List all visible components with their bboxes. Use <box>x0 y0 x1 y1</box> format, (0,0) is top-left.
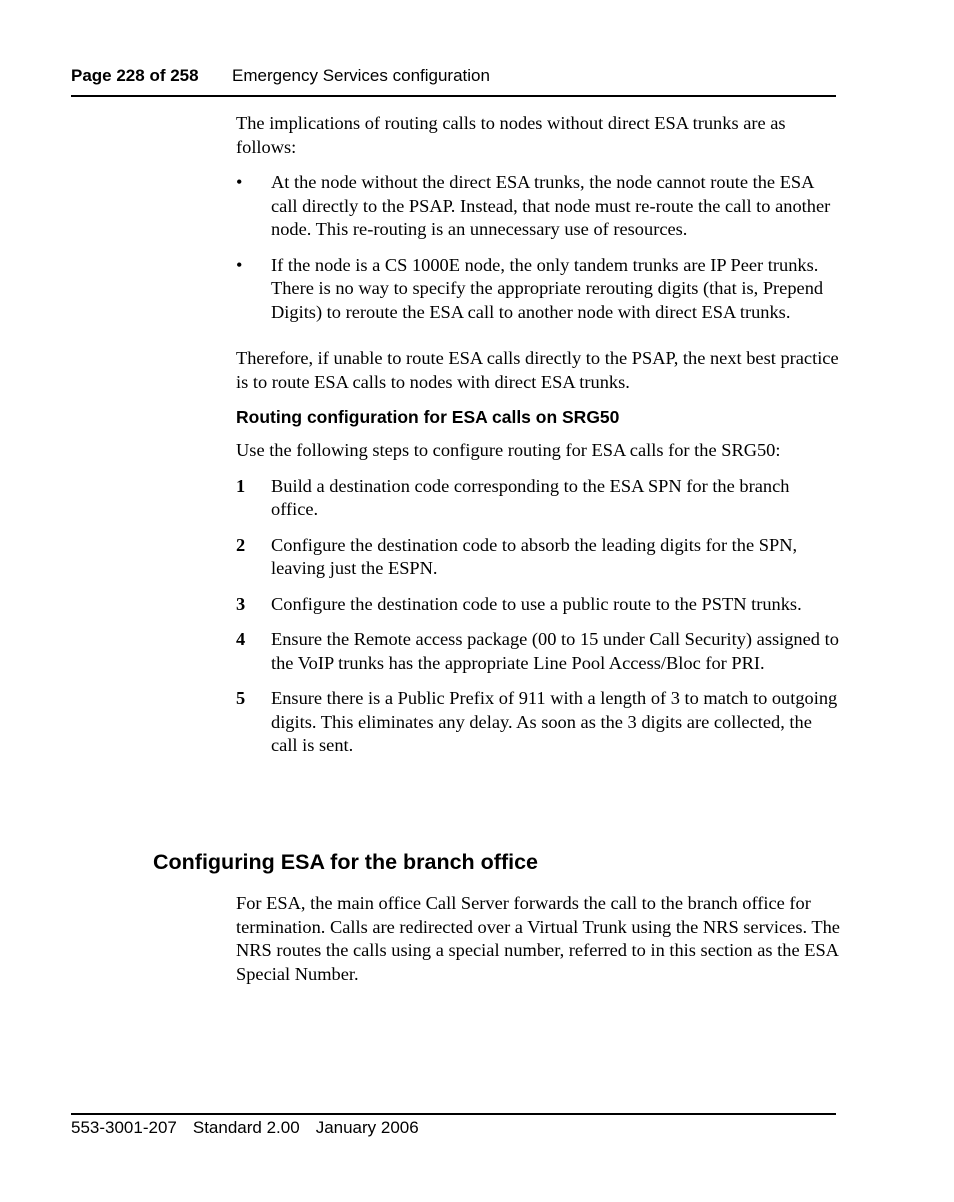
intro-paragraph: The implications of routing calls to nodes without direct ESA trunks are as follows: <box>236 113 786 157</box>
bullet-marker: • <box>236 254 243 275</box>
document-date: January 2006 <box>315 1118 419 1137</box>
step-text: Configure the destination code to use a public route to the PSTN trunks. <box>271 593 802 614</box>
main-content <box>236 112 841 770</box>
conclusion-paragraph: Therefore, if unable to route ESA calls directly to the PSAP, the next best practice is to route ESA calls to nodes with direct ESA trunks. <box>236 348 839 392</box>
bullet-text: If the node is a CS 1000E node, the only tandem trunks are IP Peer trunks. There is no way to specify the appropriate rerouting digits (that is, Prepend Digits) to reroute the ESA call to another node with direct ESA trunks. <box>271 254 824 322</box>
chapter-title: Emergency Services configuration <box>232 66 490 85</box>
header-rule <box>71 95 836 97</box>
list-item <box>236 628 841 675</box>
page-footer <box>71 1118 836 1138</box>
list-item <box>236 171 841 242</box>
document-number: 553-3001-207 <box>71 1118 177 1137</box>
implications-list <box>236 171 841 324</box>
list-item <box>236 534 841 581</box>
step-text: Ensure there is a Public Prefix of 911 with a length of 3 to match to outgoing digits. This eliminates any delay. As soon as the 3 digits are collected, the call is sent. <box>271 688 838 755</box>
step-number: 2 <box>236 534 246 555</box>
footer-rule <box>71 1113 836 1115</box>
step-text: Build a destination code corresponding to the ESA SPN for the branch office. <box>271 475 790 519</box>
bullet-marker: • <box>236 172 243 192</box>
step-text: Ensure the Remote access package (00 to 15 under Call Security) assigned to the VoIP trunks has the appropriate Line Pool Access/Bloc for PRI. <box>271 629 839 673</box>
srg50-heading: Routing configuration for ESA calls on SRG50 <box>236 407 620 427</box>
list-item <box>236 254 841 325</box>
step-number: 5 <box>236 688 246 708</box>
list-item <box>236 687 841 758</box>
step-number: 4 <box>236 629 246 649</box>
list-item <box>236 475 841 522</box>
steps-list <box>236 475 841 758</box>
branch-section-content <box>236 892 841 998</box>
page-header <box>71 66 836 86</box>
branch-paragraph: For ESA, the main office Call Server forwards the call to the branch office for termination. Calls are redirected over a Virtual Trunk using the NRS services. The NRS routes the calls using a special number, referred to in this section as the ESA Special Number. <box>236 893 840 984</box>
branch-section-heading: Configuring ESA for the branch office <box>153 850 539 874</box>
bullet-text: At the node without the direct ESA trunks, the node cannot route the ESA call directly to the PSAP. Instead, that node must re-route the call to another node. This re-routing is an unnecessary use of resources. <box>271 172 831 239</box>
srg50-lead: Use the following steps to configure routing for ESA calls for the SRG50: <box>236 440 781 460</box>
step-text: Configure the destination code to absorb the leading digits for the SPN, leaving just the ESPN. <box>271 534 798 578</box>
page-number: Page 228 of 258 <box>71 66 199 85</box>
step-number: 1 <box>236 475 246 496</box>
document-standard: Standard 2.00 <box>192 1118 300 1137</box>
list-item <box>236 593 841 617</box>
step-number: 3 <box>236 593 246 614</box>
